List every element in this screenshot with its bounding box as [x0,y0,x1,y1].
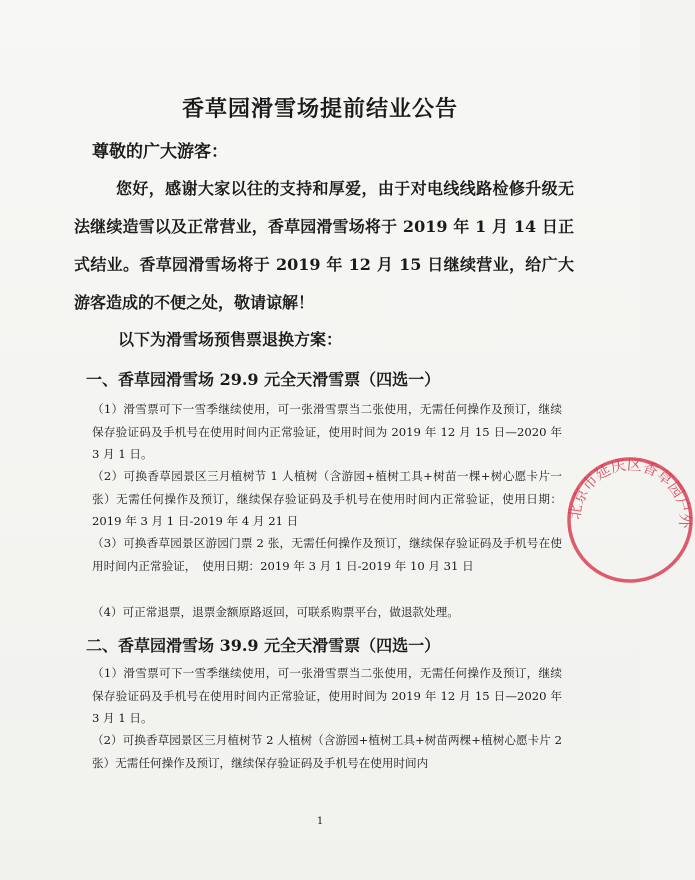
section1-option-2: （2）可换香草园景区三月植树节 1 人植树（含游园+植树工具+树苗一棵+树心愿卡片一张）无需任何操作及预订，继续保存验证码及手机号在使用时间内正常验证，使用日期：2019 年 3 月 1 日-2019 年 4 月 21 日 [92,469,562,528]
svg-text:北京市延庆区香草园户外 [566,456,695,530]
refund-scheme-intro: 以下为滑雪场预售票退换方案： [118,330,343,349]
official-seal-stamp [565,455,695,585]
seal-text: 北京市延庆区香草园户外 [565,455,695,529]
section1-option-1: （1）滑雪票可下一雪季继续使用，可一张滑雪票当二张使用，无需任何操作及预订，继续保存验证码及手机号在使用时间内正常验证，使用时间为 2019 年 12 月 15 日—2020 年 3 月 1 日。 [92,402,562,461]
document-title: 香草园滑雪场提前结业公告 [181,96,458,122]
page-number: 1 [316,816,324,827]
section2-option-1: （1）滑雪票可下一雪季继续使用，可一张滑雪票当二张使用，无需任何操作及预订，继续保存验证码及手机号在使用时间内正常验证，使用时间为 2019 年 12 月 15 日—2020 年 3 月 1 日。 [92,666,562,725]
section-heading-29-9: 一、香草园滑雪场 29.9 元全天滑雪票（四选一） [86,370,441,389]
section1-option-4: （4）可正常退票，退票金额原路返回，可联系购票平台，做退款处理。 [92,605,459,619]
section1-option-3: （3）可换香草园景区游园门票 2 张，无需任何操作及预订，继续保存验证码及手机号在使用时间内正常验证， 使用日期：2019 年 3 月 1 日-2019 年 10 月 31 日 [92,536,562,573]
salutation: 尊敬的广大游客： [92,142,228,162]
announcement-paragraph: 您好，感谢大家以往的支持和厚爱，由于对电线线路检修升级无法继续造雪以及正常营业，香草园滑雪场将于 2019 年 1 月 14 日正式结业。香草园滑雪场将于 2019 年 12 月 15 日继续营业，给广大游客造成的不便之处，敬请谅解！ [74,179,574,312]
section-heading-39-9: 二、香草园滑雪场 39.9 元全天滑雪票（四选一） [86,636,441,655]
section2-option-2: （2）可换香草园景区三月植树节 2 人植树（含游园+植树工具+树苗两棵+植树心愿卡片 2 张）无需任何操作及预订，继续保存验证码及手机号在使用时间内 [92,733,562,770]
